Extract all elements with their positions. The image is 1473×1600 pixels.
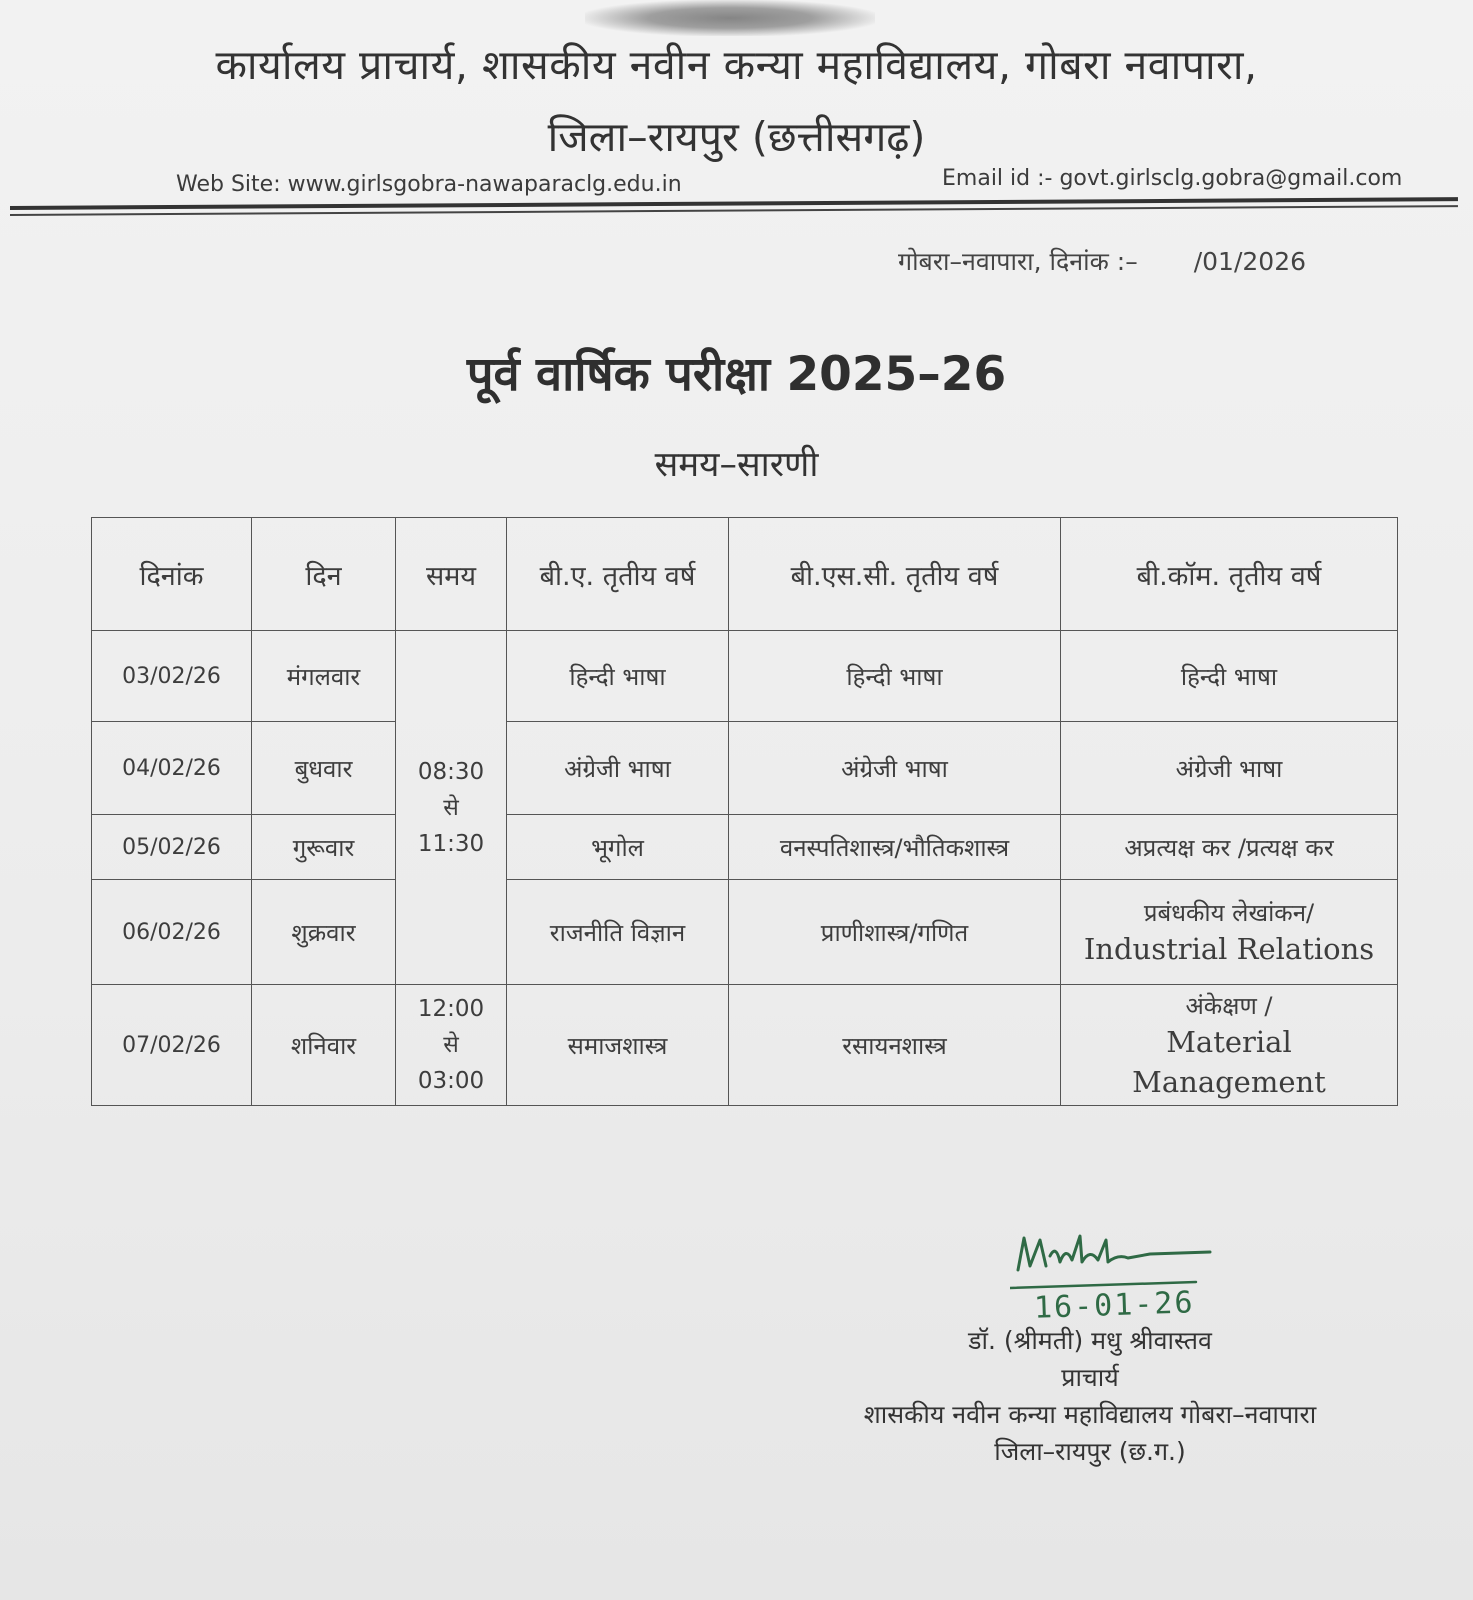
row-date: 05/02/26 bbox=[92, 815, 252, 880]
place-label: गोबरा–नवापारा, दिनांक :– bbox=[898, 247, 1138, 276]
header-time: समय bbox=[396, 518, 507, 631]
table-row bbox=[92, 815, 1398, 880]
bcom-subject-part: Management bbox=[1132, 1064, 1326, 1099]
row-bcom-subject bbox=[1061, 985, 1398, 1106]
row-day: शनिवार bbox=[252, 985, 396, 1106]
row-date: 04/02/26 bbox=[92, 722, 252, 815]
row-date: 07/02/26 bbox=[92, 985, 252, 1106]
header-ba: बी.ए. तृतीय वर्ष bbox=[507, 518, 729, 631]
signature-date: 16-01-26 bbox=[1033, 1285, 1196, 1326]
row-bsc-subject: वनस्पतिशास्त्र/भौतिकशास्त्र bbox=[729, 815, 1061, 880]
row-bcom-subject: हिन्दी भाषा bbox=[1061, 631, 1398, 722]
signatory-district: जिला–रायपुर (छ.ग.) bbox=[994, 1437, 1186, 1466]
bcom-subject-part: Industrial Relations bbox=[1083, 931, 1375, 966]
signatory-block bbox=[760, 1322, 1420, 1470]
row-bsc-subject: अंग्रेजी भाषा bbox=[729, 722, 1061, 815]
exam-timetable bbox=[91, 517, 1398, 1106]
place-date-line bbox=[898, 244, 1306, 278]
table-row bbox=[92, 631, 1398, 722]
email-text: Email id :- govt.girlsclg.gobra@gmail.com bbox=[942, 166, 1403, 191]
row-bsc-subject: प्राणीशास्त्र/गणित bbox=[729, 880, 1061, 985]
signatory-college: शासकीय नवीन कन्या महाविद्यालय गोबरा–नवापारा bbox=[863, 1400, 1317, 1429]
row-ba-subject: समाजशास्त्र bbox=[507, 985, 729, 1106]
row-bcom-subject: अप्रत्यक्ष कर /प्रत्यक्ष कर bbox=[1061, 815, 1398, 880]
issue-date: /01/2026 bbox=[1193, 247, 1306, 276]
office-district: जिला–रायपुर (छत्तीसगढ़) bbox=[547, 113, 926, 161]
website-text: Web Site: www.girlsgobra-nawaparaclg.edu.in bbox=[176, 172, 682, 197]
row-date: 06/02/26 bbox=[92, 880, 252, 985]
bcom-subject-part: अंकेक्षण / bbox=[1185, 991, 1273, 1020]
time-slot-afternoon bbox=[396, 985, 507, 1106]
print-smudge bbox=[585, 0, 875, 36]
exam-title: पूर्व वार्षिक परीक्षा 2025–26 bbox=[466, 347, 1007, 402]
bcom-subject-part: प्रबंधकीय लेखांकन/ bbox=[1143, 898, 1315, 927]
row-ba-subject: राजनीति विज्ञान bbox=[507, 880, 729, 985]
header-bsc: बी.एस.सी. तृतीय वर्ष bbox=[729, 518, 1061, 631]
row-day: बुधवार bbox=[252, 722, 396, 815]
time-end: 03:00 bbox=[417, 1068, 485, 1094]
time-end: 11:30 bbox=[417, 830, 485, 857]
time-slot-morning bbox=[396, 631, 507, 985]
time-sep: से bbox=[443, 1032, 459, 1058]
table-header-row bbox=[92, 518, 1398, 631]
header-day: दिन bbox=[252, 518, 396, 631]
bcom-subject-part: Material bbox=[1166, 1024, 1292, 1059]
row-bcom-subject bbox=[1061, 880, 1398, 985]
row-day: मंगलवार bbox=[252, 631, 396, 722]
timetable-subtitle: समय–सारणी bbox=[654, 445, 819, 485]
header-bcom: बी.कॉम. तृतीय वर्ष bbox=[1061, 518, 1398, 631]
row-day: गुरूवार bbox=[252, 815, 396, 880]
row-bsc-subject: हिन्दी भाषा bbox=[729, 631, 1061, 722]
time-sep: से bbox=[443, 794, 459, 821]
signatory-designation: प्राचार्य bbox=[1061, 1363, 1119, 1392]
table-row bbox=[92, 880, 1398, 985]
time-start: 08:30 bbox=[417, 758, 485, 785]
signatory-name: डॉ. (श्रीमती) मधु श्रीवास्तव bbox=[968, 1326, 1212, 1355]
row-bcom-subject: अंग्रेजी भाषा bbox=[1061, 722, 1398, 815]
row-date: 03/02/26 bbox=[92, 631, 252, 722]
row-day: शुक्रवार bbox=[252, 880, 396, 985]
row-ba-subject: हिन्दी भाषा bbox=[507, 631, 729, 722]
row-bsc-subject: रसायनशास्त्र bbox=[729, 985, 1061, 1106]
table-row bbox=[92, 985, 1398, 1106]
row-ba-subject: अंग्रेजी भाषा bbox=[507, 722, 729, 815]
office-title: कार्यालय प्राचार्य, शासकीय नवीन कन्या महाविद्यालय, गोबरा नवापारा, bbox=[215, 41, 1258, 89]
header-date: दिनांक bbox=[92, 518, 252, 631]
row-ba-subject: भूगोल bbox=[507, 815, 729, 880]
time-start: 12:00 bbox=[417, 996, 485, 1022]
table-row bbox=[92, 722, 1398, 815]
